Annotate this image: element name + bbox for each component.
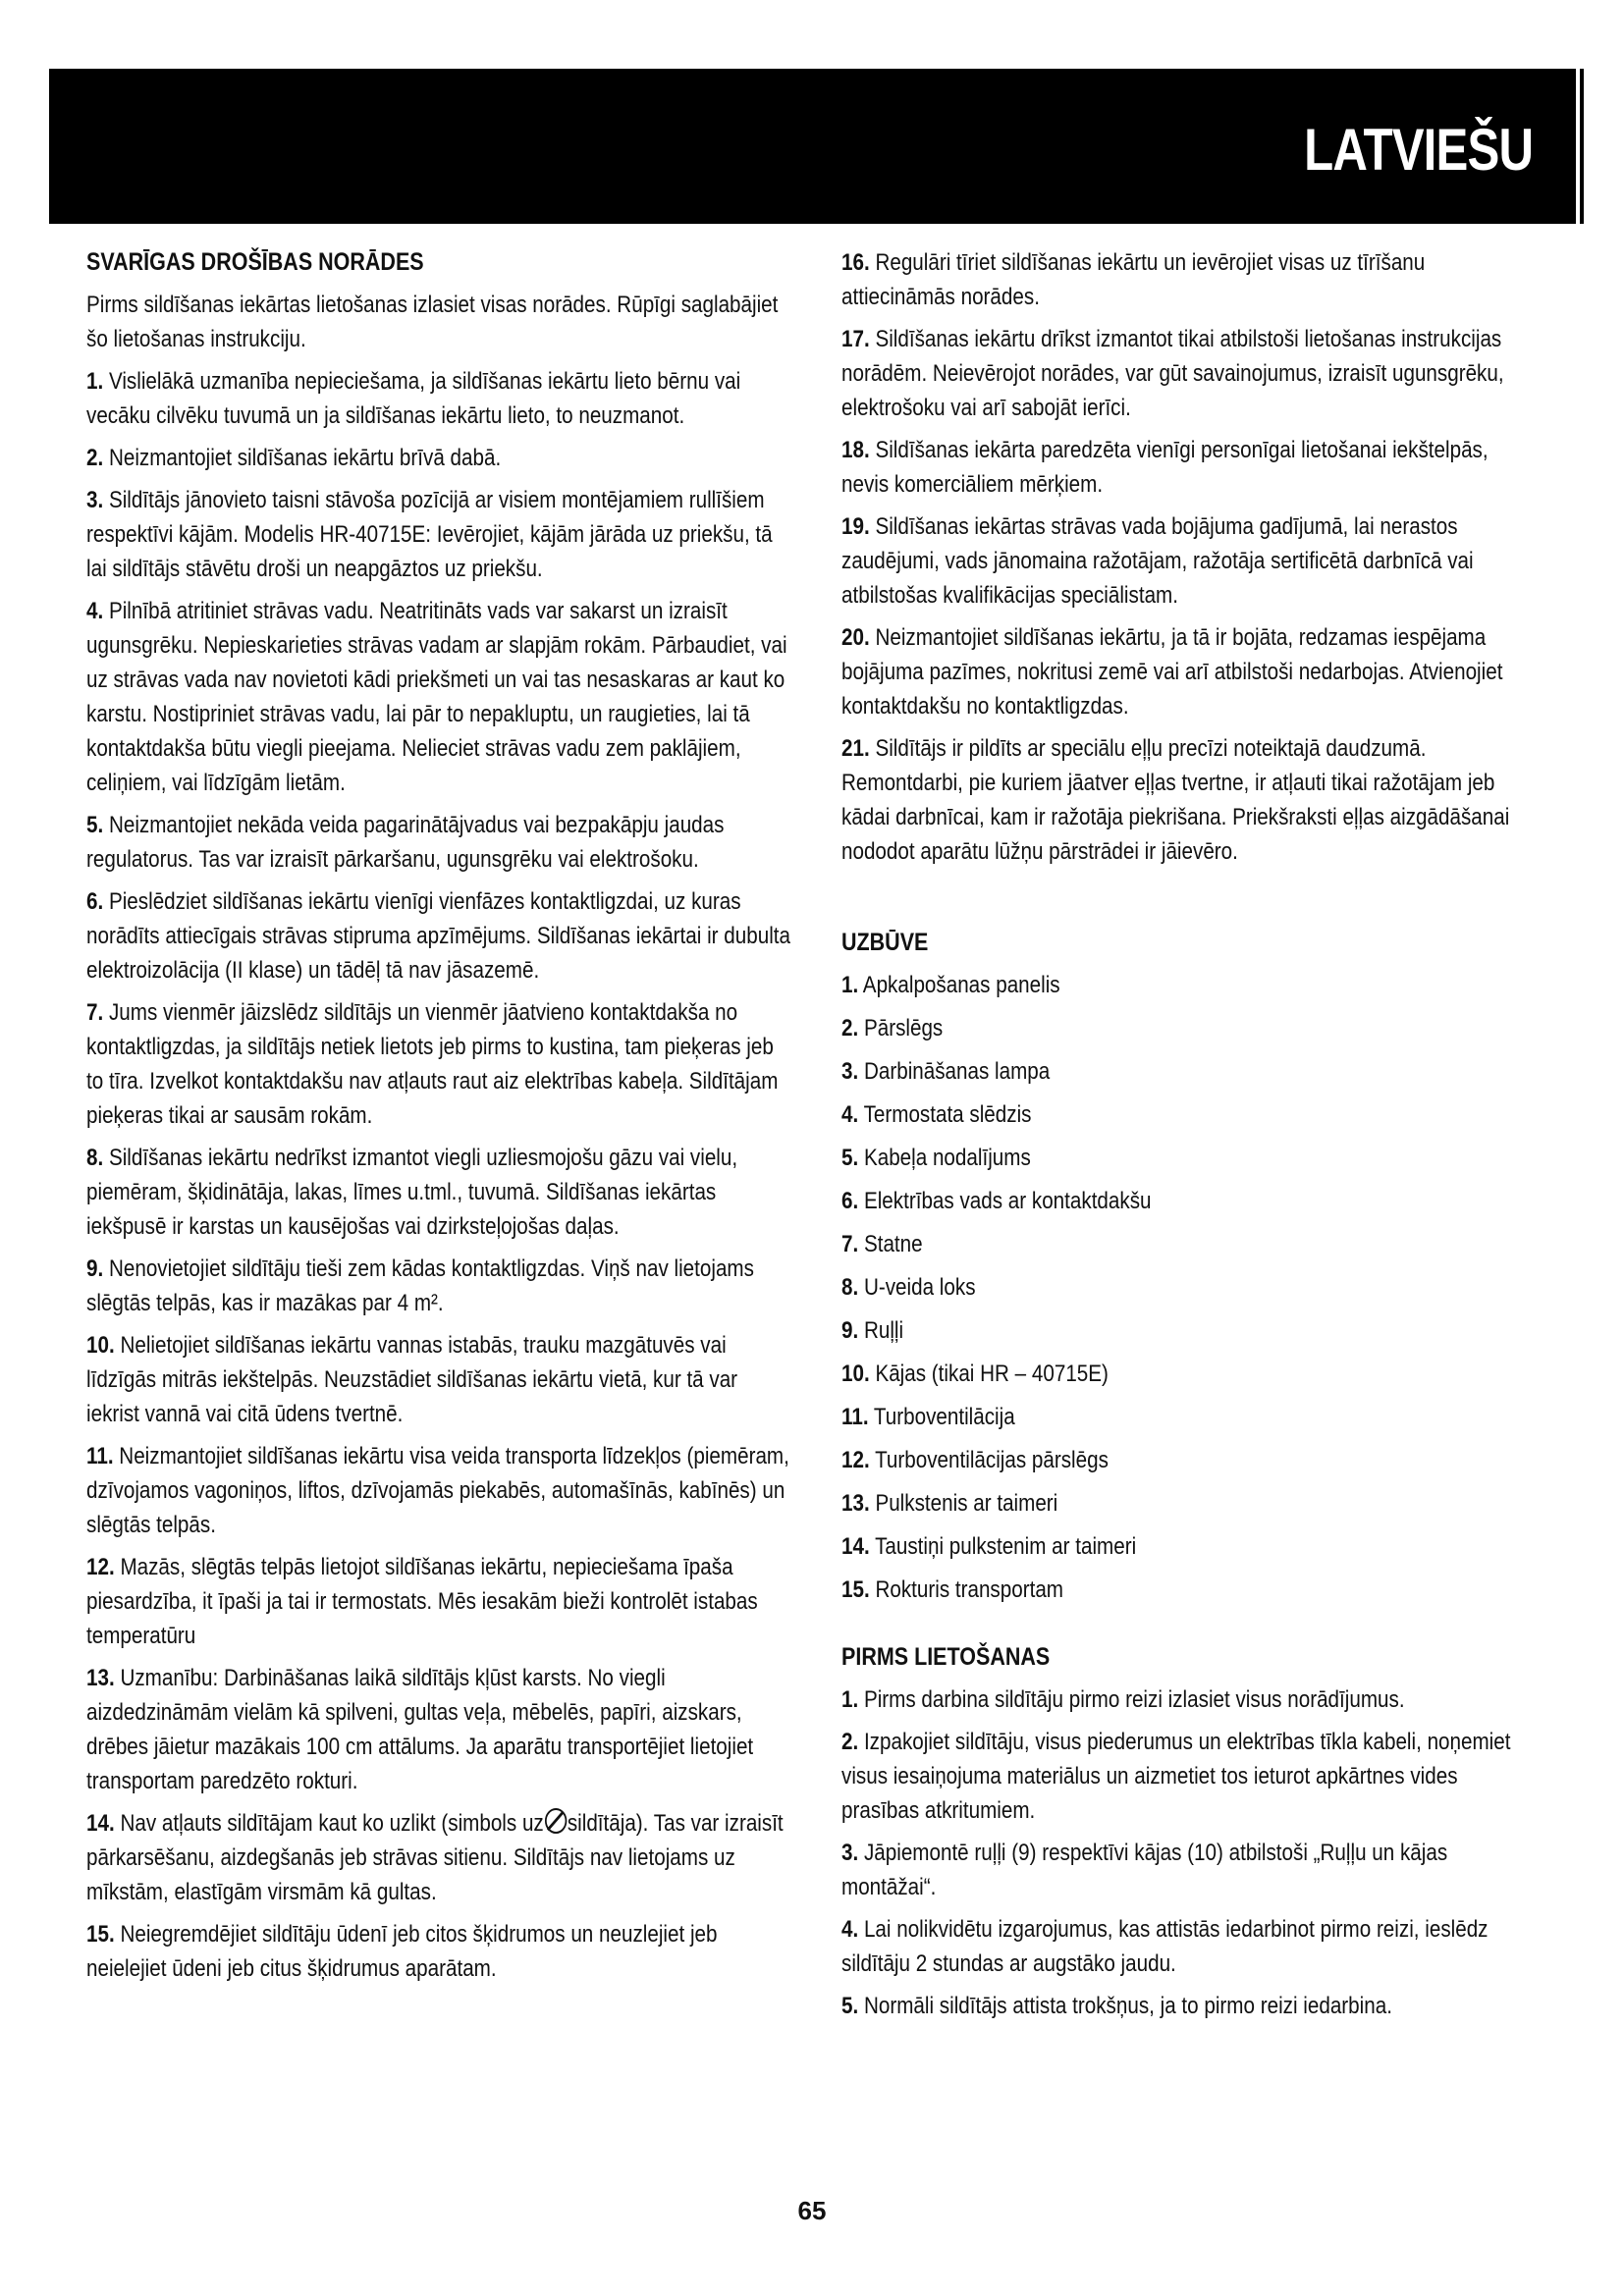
item-number: 1. (841, 1686, 859, 1713)
before-use-item (841, 1836, 1529, 1904)
do-not-cover-icon (545, 1808, 567, 1834)
safety-item (841, 620, 1529, 723)
build-list-item (841, 1573, 1529, 1607)
item-number: 1. (841, 972, 859, 998)
item-text: Turboventilācija (873, 1404, 1015, 1430)
item-text: Neizmantojiet sildīšanas iekārtu brīvā dabā. (108, 445, 502, 471)
item-text-part: Nav atļauts sildītājam kaut ko uzlikt (simbols uz (120, 1810, 544, 1837)
item-text: Apkalpošanas panelis (862, 972, 1060, 998)
item-number: 11. (86, 1443, 114, 1469)
before-use-item (841, 1912, 1529, 1981)
safety-item (841, 433, 1529, 502)
build-list-item (841, 1097, 1529, 1132)
item-text: Pulkstenis ar taimeri (875, 1490, 1058, 1517)
item-number: 5. (86, 812, 104, 838)
item-text: Sildītājs jānovieto taisni stāvoša pozīcijā ar visiem montējamiem rullīšiem respektīvi kājām. Modelis HR-40715E: Ievērojiet, kājām jārāda uz priekšu, tā lai sildītājs stāvētu droši un neapgāztos uz priekšu. (86, 487, 773, 582)
item-number: 6. (841, 1188, 859, 1214)
item-text: Kājas (tikai HR – 40715E) (875, 1361, 1109, 1387)
item-text: Rokturis transportam (875, 1576, 1064, 1603)
safety-item (841, 731, 1529, 869)
before-use-item (841, 1989, 1529, 2023)
safety-intro: Pirms sildīšanas iekārtas lietošanas izlasiet visas norādes. Rūpīgi saglabājiet šo lietošanas instrukciju. (86, 292, 779, 352)
build-list-item (841, 1227, 1529, 1261)
item-text: Sildīšanas iekārta paredzēta vienīgi personīgai lietošanai iekštelpās, nevis komerciāliem mērķiem. (841, 437, 1489, 498)
item-number: 20. (841, 624, 870, 651)
left-column (86, 245, 793, 1994)
safety-item (86, 594, 793, 800)
item-text: Sildīšanas iekārtu drīkst izmantot tikai atbilstoši lietošanas instrukcijas norādēm. Neievērojot norādes, var gūt savainojumus, izraisīt ugunsgrēku, elektrošoku vai arī sabojāt ierīci. (841, 326, 1504, 421)
build-section-title: UZBŪVE (841, 929, 929, 956)
before-use-item (841, 1682, 1529, 1717)
item-text: Termostata slēdzis (863, 1101, 1032, 1128)
item-number: 19. (841, 513, 870, 540)
item-text: Statne (863, 1231, 923, 1257)
safety-item (86, 884, 793, 988)
item-number: 12. (86, 1554, 115, 1580)
safety-item (86, 1917, 793, 1986)
item-text: Neizmantojiet sildīšanas iekārtu, ja tā ir bojāta, redzamas iespējama bojājuma pazīmes, nokritusi zemē vai arī atbilstoši nedarbojas. Atvienojiet kontaktdakšu no kontaktligzdas. (841, 624, 1503, 720)
item-number: 7. (86, 999, 104, 1026)
build-list-item (841, 1400, 1529, 1434)
language-title: LATVIEŠU (1303, 117, 1533, 183)
build-list-item (841, 1443, 1529, 1477)
header-edge-line (1580, 69, 1584, 224)
safety-items-list-continued (841, 245, 1529, 869)
build-list-item (841, 1313, 1529, 1348)
build-list-item (841, 1141, 1529, 1175)
safety-item (841, 509, 1529, 613)
safety-item (86, 364, 793, 433)
item-number: 13. (841, 1490, 870, 1517)
right-column (841, 245, 1529, 2031)
item-text: Uzmanību: Darbināšanas laikā sildītājs kļūst karsts. No viegli aizdedzināmām vielām kā spilveni, gultas veļa, mēbelēs, papīri, aizskars, drēbes jāietur mazākais 100 cm attālums. Ja aparātu transportējiet lietojiet transportam paredzēto rokturi. (86, 1665, 754, 1794)
item-number: 8. (841, 1274, 859, 1301)
item-number: 3. (86, 487, 104, 513)
item-number: 1. (86, 368, 104, 395)
safety-item (86, 995, 793, 1133)
build-list-item (841, 968, 1529, 1002)
item-number: 16. (841, 249, 870, 276)
build-items-list (841, 968, 1529, 1607)
item-number: 11. (841, 1404, 869, 1430)
item-number: 4. (841, 1101, 859, 1128)
item-number: 7. (841, 1231, 859, 1257)
build-list-item (841, 1357, 1529, 1391)
item-text: Sildītājs ir pildīts ar speciālu eļļu precīzi noteiktajā daudzumā. Remontdarbi, pie kuriem jāatver eļļas tvertne, ir atļauti tikai ražotājam jeb kādai darbnīcai, kam ir ražotāja piekrišana. Priekšraksti eļļas aizgādāšanai nododot aparātu lūžņu pārstrādei ir jāievēro. (841, 735, 1510, 865)
item-text: Normāli sildītājs attista trokšņus, ja to pirmo reizi iedarbina. (863, 1993, 1392, 2019)
item-number: 15. (86, 1921, 115, 1948)
safety-item (86, 1439, 793, 1542)
item-number: 13. (86, 1665, 115, 1691)
item-text: Sildīšanas iekārtas strāvas vada bojājuma gadījumā, lai nerastos zaudējumi, vads jānomaina ražotājam, ražotāja sertificētā darbnīcā vai atbilstošas kvalifikācijas speciālistam. (841, 513, 1474, 609)
item-number: 6. (86, 888, 104, 915)
item-number: 15. (841, 1576, 870, 1603)
item-text: Vislielākā uzmanība nepieciešama, ja sildīšanas iekārtu lieto bērnu vai vecāku cilvēku tuvumā un ja sildīšanas iekārtu lieto, to neuzmanot. (86, 368, 741, 429)
safety-item (86, 1661, 793, 1798)
item-text: Darbināšanas lampa (863, 1058, 1051, 1085)
safety-item (841, 322, 1529, 425)
item-number: 21. (841, 735, 870, 762)
build-list-item (841, 1054, 1529, 1089)
safety-items-list (86, 364, 793, 1986)
safety-item (86, 1141, 793, 1244)
item-number: 3. (841, 1058, 859, 1085)
build-list-item (841, 1270, 1529, 1305)
item-number: 2. (86, 445, 104, 471)
before-use-items-list (841, 1682, 1529, 2023)
build-list-item (841, 1011, 1529, 1045)
item-number: 4. (841, 1916, 859, 1943)
item-text: Neizmantojiet sildīšanas iekārtu visa veida transporta līdzekļos (piemēram, dzīvojamos vagoniņos, liftos, dzīvojamās piekabēs, automašīnās, kabīnēs) un slēgtās telpās. (86, 1443, 789, 1538)
item-text: Jāpiemontē ruļļi (9) respektīvi kājas (10) atbilstoši „Ruļļu un kājas montāžai“. (841, 1840, 1448, 1900)
safety-item (86, 441, 793, 475)
safety-item (86, 808, 793, 877)
safety-item (86, 1328, 793, 1431)
item-text: Lai nolikvidētu izgarojumus, kas attistās iedarbinot pirmo reizi, ieslēdz sildītāju 2 stundas ar augstāko jaudu. (841, 1916, 1489, 1977)
page-number: 65 (797, 2196, 827, 2225)
item-text: Kabeļa nodalījums (863, 1145, 1031, 1171)
item-number: 9. (86, 1255, 104, 1282)
item-text: Sildīšanas iekārtu nedrīkst izmantot viegli uzliesmojošu gāzu vai vielu, piemēram, šķidinātāja, lakas, līmes u.tml., tuvumā. Sildīšanas iekārtas iekšpusē ir karstas un kausējošas vai dzirksteļojošas daļas. (86, 1145, 738, 1240)
item-text: Izpakojiet sildītāju, visus piederumus un elektrības tīkla kabeli, noņemiet visus iesaiņojuma materiālus un aizmetiet tos ieturot apkārtnes vides prasības atkritumiem. (841, 1729, 1511, 1824)
item-number: 18. (841, 437, 870, 463)
item-text: Mazās, slēgtās telpās lietojot sildīšanas iekārtu, nepieciešama īpaša piesardzība, it īpaši ja tai ir termostats. Mēs iesakām bieži kontrolēt istabas temperatūru (86, 1554, 758, 1649)
safety-item (86, 1252, 793, 1320)
before-use-section-title: PIRMS LIETOŠANAS (841, 1643, 1051, 1671)
item-number: 14. (841, 1533, 870, 1560)
item-number: 10. (86, 1332, 115, 1359)
item-text: Turboventilācijas pārslēgs (875, 1447, 1109, 1473)
item-text: Elektrības vads ar kontaktdakšu (863, 1188, 1152, 1214)
item-number: 2. (841, 1015, 859, 1041)
item-text: Regulāri tīriet sildīšanas iekārtu un ievērojiet visas uz tīrīšanu attiecināmās norādes. (841, 249, 1426, 310)
before-use-item (841, 1725, 1529, 1828)
safety-item (86, 1550, 793, 1653)
item-number: 3. (841, 1840, 859, 1866)
item-text: Neizmantojiet nekāda veida pagarinātājvadus vai bezpakāpju jaudas regulatorus. Tas var izraisīt pārkaršanu, ugunsgrēku vai elektrošoku. (86, 812, 725, 873)
item-number: 12. (841, 1447, 870, 1473)
item-text: Neiegremdējiet sildītāju ūdenī jeb citos šķidrumos un neuzlejiet jeb neielejiet ūdeni jeb citus šķidrumus aparātam. (86, 1921, 718, 1982)
item-text: Pilnībā atritiniet strāvas vadu. Neatritināts vads var sakarst un izraisīt ugunsgrēku. Nepieskarieties strāvas vadam ar slapjām rokām. Pārbaudiet, vai uz strāvas vada nav novietoti kādi priekšmeti un vai tas nesaskaras ar kaut ko karstu. Nostipriniet strāvas vadu, lai pār to nepakluptu, un raugieties, lai tā kontaktdakša būtu viegli pieejama. Nelieciet strāvas vadu zem paklājiem, celiņiem, vai līdzīgām lietām. (86, 598, 787, 796)
item-text: Jums vienmēr jāizslēdz sildītājs un vienmēr jāatvieno kontaktdakša no kontaktligzdas, ja sildītājs netiek lietots jeb pirms to kustina, tam pieķeras jeb to tīra. Izvelkot kontaktdakšu nav atļauts raut aiz elektrības kabeļa. Sildītājam pieķeras tikai ar sausām rokām. (86, 999, 779, 1129)
item-number: 5. (841, 1993, 859, 2019)
build-list-item (841, 1529, 1529, 1564)
item-number: 14. (86, 1810, 115, 1837)
build-list-item (841, 1184, 1529, 1218)
item-number: 10. (841, 1361, 870, 1387)
item-text: Taustiņi pulkstenim ar taimeri (875, 1533, 1137, 1560)
item-number: 5. (841, 1145, 859, 1171)
item-text: Pirms darbina sildītāju pirmo reizi izlasiet visus norādījumus. (863, 1686, 1405, 1713)
language-header-bar (49, 69, 1576, 224)
item-text: U-veida loks (863, 1274, 976, 1301)
item-number: 17. (841, 326, 870, 352)
safety-item (841, 245, 1529, 314)
item-text: Nelietojiet sildīšanas iekārtu vannas istabās, trauku mazgātuvēs vai līdzīgās mitrās iekštelpās. Neuzstādiet sildīšanas iekārtu vietā, kur tā var iekrist vannā vai citā ūdens tvertnē. (86, 1332, 738, 1427)
item-text: Pārslēgs (863, 1015, 944, 1041)
item-number: 8. (86, 1145, 104, 1171)
safety-section-title: SVARĪGAS DROŠĪBAS NORĀDES (86, 248, 424, 276)
item-number: 2. (841, 1729, 859, 1755)
build-list-item (841, 1486, 1529, 1521)
safety-item (86, 1806, 793, 1909)
item-text-part: sildītāja). Tas var izraisīt pārkarsēšanu, aizdegšanās jeb strāvas sitienu. Sildītājs nav lietojams uz mīkstām, elastīgām virsmām kā gultas. (86, 1810, 784, 1905)
item-text: Ruļļi (863, 1317, 904, 1344)
item-number: 4. (86, 598, 104, 624)
safety-item (86, 483, 793, 586)
item-text: Nenovietojiet sildītāju tieši zem kādas kontaktligzdas. Viņš nav lietojams slēgtās telpās, kas ir mazākas par 4 m². (86, 1255, 754, 1316)
item-text: Pieslēdziet sildīšanas iekārtu vienīgi vienfāzes kontaktligzdai, uz kuras norādīts attiecīgais strāvas stipruma apzīmējums. Sildīšanas iekārtai ir dubulta elektroizolācija (II klase) un tādēļ tā nav jāsazemē. (86, 888, 790, 984)
item-number: 9. (841, 1317, 859, 1344)
